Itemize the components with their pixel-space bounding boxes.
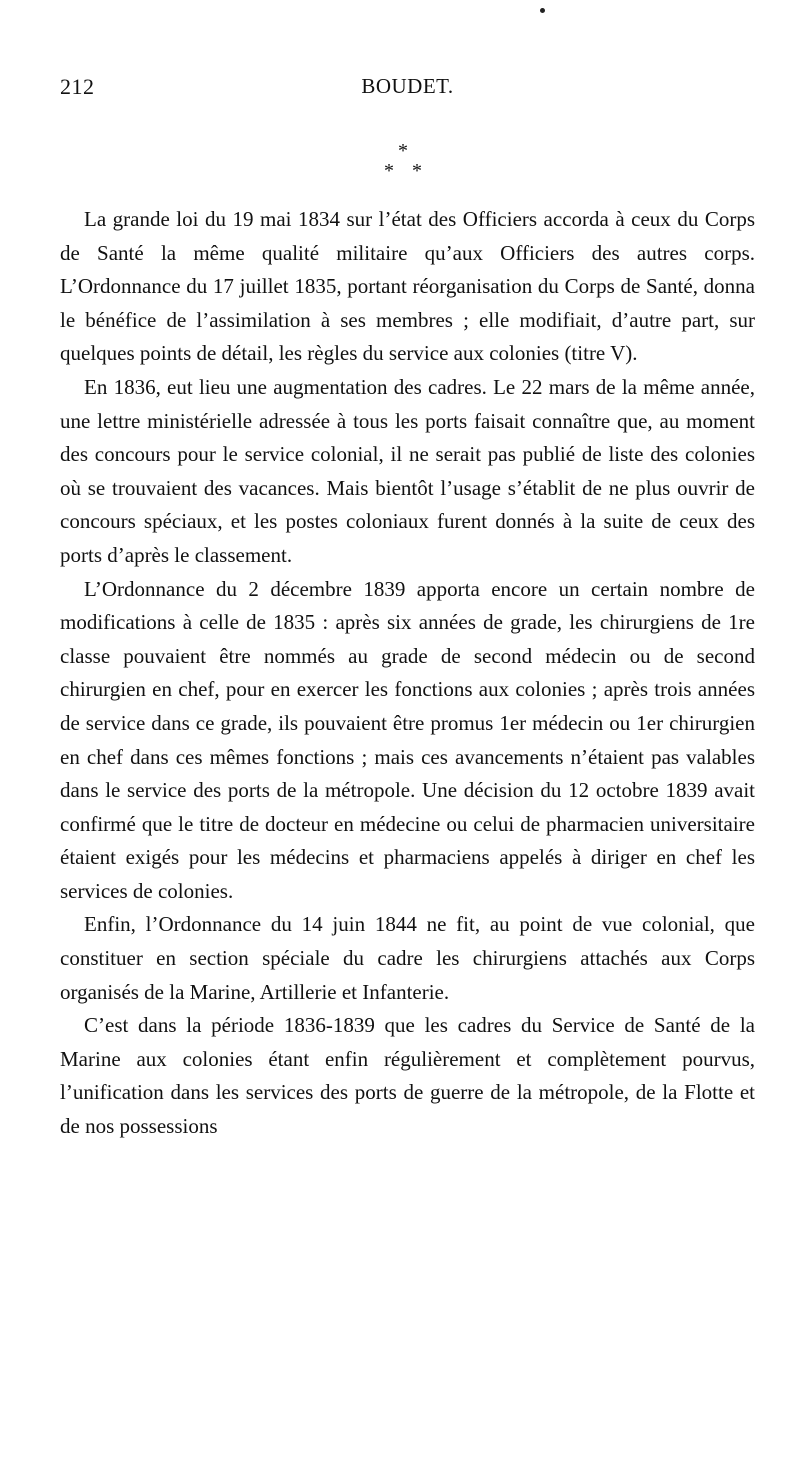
paragraph-5: C’est dans la période 1836-1839 que les cadres du Service de Santé de la Marine aux colonies étant enfin régulièrement et complètement pourvus, l’unification dans les services des ports de guerre de la métropole, de la Flotte et de nos possessions xyxy=(60,1013,755,1139)
paragraph-4: Enfin, l’Ordonnance du 14 juin 1844 ne fit, au point de vue colonial, que constituer en section spéciale du cadre les chirurgiens attachés aux Corps organisés de la Marine, Artillerie et Infanterie. xyxy=(60,912,755,1004)
page-number: 212 xyxy=(60,74,95,99)
paragraph-3: L’Ordonnance du 2 décembre 1839 apporta encore un certain nombre de modifications à celle de 1835 : après six années de grade, les chirurgiens de 1re classe pouvaient être nommés au grade de second médecin ou de second chirurgien en chef, pour en exercer les fonctions aux colonies ; après trois années de service dans ce grade, ils pouvaient être promus 1er médecin ou 1er chirurgien en chef dans ces mêmes fonctions ; mais ces avancements n’étaient pas valables dans le service des ports de la métropole. Une décision du 12 octobre 1839 avait confirmé que le titre de docteur en médecine ou celui de pharmacien universitaire étaient exigés pour les médecins et pharmaciens appelés à diriger en chef les services de colonies. xyxy=(60,576,755,903)
page-header xyxy=(60,74,755,104)
asterisk-icon: * xyxy=(384,160,394,182)
paragraph-1: La grande loi du 19 mai 1834 sur l’état des Officiers accorda à ceux du Corps de Santé la même qualité militaire qu’aux Officiers des autres corps. L’Ordonnance du 17 juillet 1835, portant réorganisation du Corps de Santé, donna le bénéfice de l’assimilation à ses membres ; elle modifiait, d’autre part, sur quelques points de détail, les règles du service aux colonies (titre V). xyxy=(60,207,755,366)
paragraph-2: En 1836, eut lieu une augmentation des cadres. Le 22 mars de la même année, une lettre ministérielle adressée à tous les ports faisait connaître que, au moment des concours pour le service colonial, il ne serait pas publié de liste des colonies où se trouvaient des vacances. Mais bientôt l’usage s’établit de ne plus ouvrir de concours spéciaux, et les postes coloniaux furent donnés à la suite de ceux des ports d’après le classement. xyxy=(60,374,755,567)
asterism-separator xyxy=(380,140,430,184)
asterisk-icon: * xyxy=(412,160,422,182)
asterisk-icon: * xyxy=(398,140,408,162)
body-text xyxy=(60,203,755,1144)
running-head: BOUDET. xyxy=(361,74,454,98)
ink-speck xyxy=(540,8,545,13)
